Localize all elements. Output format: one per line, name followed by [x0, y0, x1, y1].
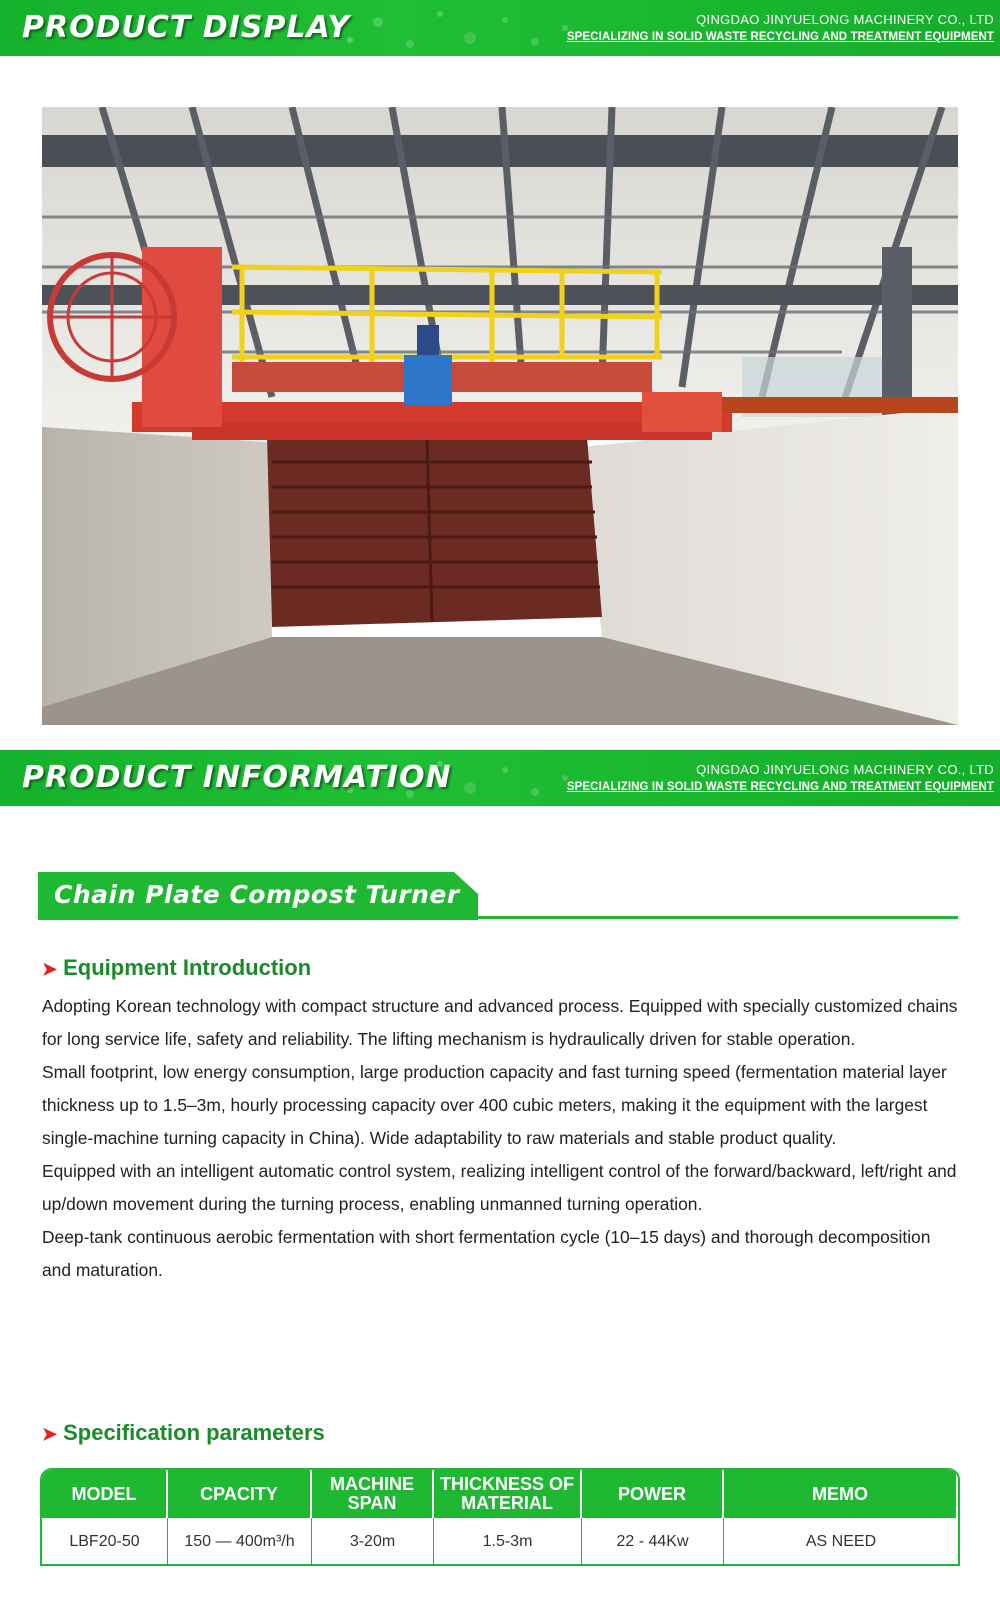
- introduction-text: [42, 990, 960, 1287]
- product-display-banner: [0, 0, 1000, 56]
- specification-heading-text: Specification parameters: [63, 1420, 325, 1445]
- table-header-cell: THICKNESS OF MATERIAL: [434, 1470, 582, 1518]
- table-cell: 1.5-3m: [434, 1518, 582, 1566]
- specification-heading: [42, 1420, 325, 1446]
- table-cell: 22 - 44Kw: [582, 1518, 724, 1566]
- company-slogan: SPECIALIZING IN SOLID WASTE RECYCLING AND TREATMENT EQUIPMENT: [566, 781, 994, 793]
- intro-paragraph: Small footprint, low energy consumption, large production capacity and fast turning speed (fermentation material layer thickness up to 1.5–3m, hourly processing capacity over 400 cubic meters, making it the equipment with the largest single-machine turning capacity in China). Wide adaptability to raw materials and stable product quality.: [42, 1062, 947, 1148]
- product-information-banner: [0, 750, 1000, 806]
- table-header-cell: MEMO: [724, 1470, 958, 1518]
- intro-paragraph: Deep-tank continuous aerobic fermentation with short fermentation cycle (10–15 days) and thorough decomposition and maturation.: [42, 1227, 931, 1280]
- introduction-heading-text: Equipment Introduction: [63, 955, 312, 980]
- table-header-cell: CPACITY: [168, 1470, 312, 1518]
- compost-turner-illustration: [42, 107, 958, 725]
- table-header-cell: MODEL: [42, 1470, 168, 1518]
- divider: [478, 916, 958, 919]
- table-cell: AS NEED: [724, 1518, 958, 1566]
- banner-decoration: [330, 0, 590, 56]
- table-cell: LBF20-50: [42, 1518, 168, 1566]
- table-cell: 150 — 400m³/h: [168, 1518, 312, 1566]
- intro-paragraph: Adopting Korean technology with compact structure and advanced process. Equipped with specially customized chains for long service life, safety and reliability. The lifting mechanism is hydraulically driven for stable operation.: [42, 996, 958, 1049]
- table-header-cell: MACHINE SPAN: [312, 1470, 434, 1518]
- introduction-heading: [42, 955, 311, 981]
- table-cell: 3-20m: [312, 1518, 434, 1566]
- arrow-right-icon: ➤: [42, 1424, 58, 1444]
- company-name: QINGDAO JINYUELONG MACHINERY CO., LTD: [696, 762, 994, 777]
- arrow-right-icon: ➤: [42, 959, 58, 979]
- product-name: Chain Plate Compost Turner: [54, 880, 460, 909]
- specification-table: [40, 1468, 960, 1566]
- company-slogan: SPECIALIZING IN SOLID WASTE RECYCLING AND TREATMENT EQUIPMENT: [566, 31, 994, 43]
- intro-paragraph: Equipped with an intelligent automatic control system, realizing intelligent control of the forward/backward, left/right and up/down movement during the turning process, enabling unmanned turning operation.: [42, 1161, 957, 1214]
- banner-title: PRODUCT DISPLAY: [22, 10, 351, 45]
- company-name: QINGDAO JINYUELONG MACHINERY CO., LTD: [696, 12, 994, 27]
- product-photo: [42, 107, 958, 725]
- table-header-cell: POWER: [582, 1470, 724, 1518]
- banner-title: PRODUCT INFORMATION: [22, 760, 452, 795]
